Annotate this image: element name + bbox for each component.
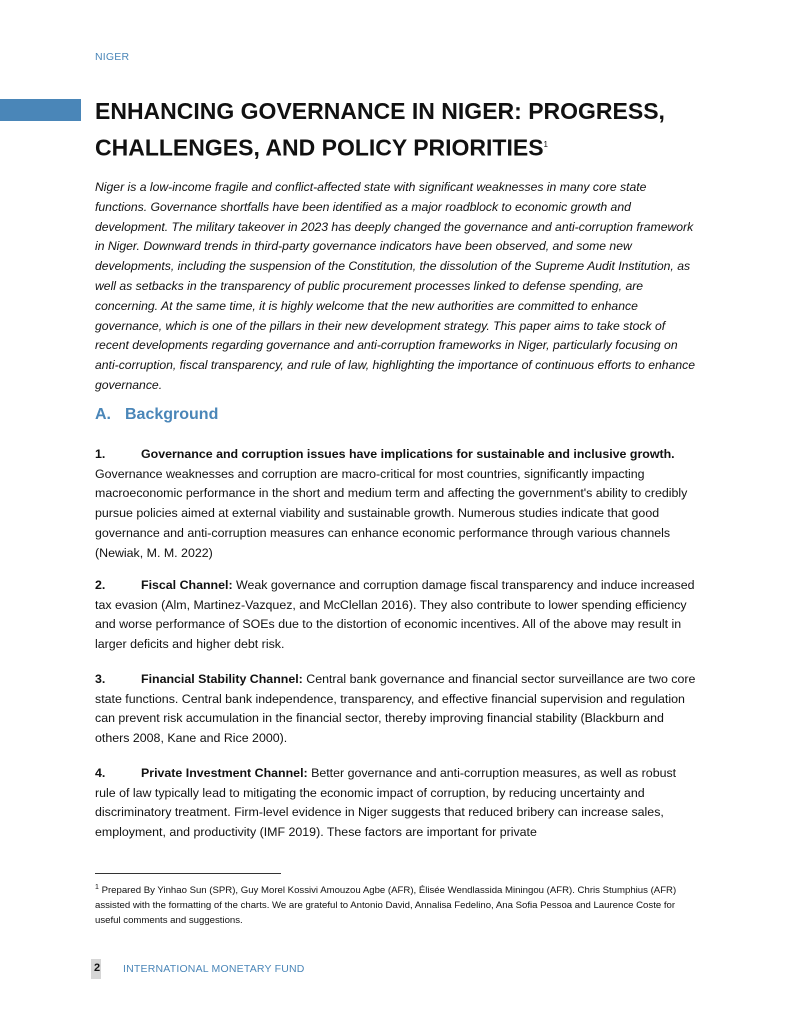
footer-organization: INTERNATIONAL MONETARY FUND [123,963,305,975]
paragraph-number: 1. [95,447,106,461]
paragraph-body: Better governance and anti-corruption measures, as well as robust rule of law typically lead to mitigating the economic impact of corruption, by reducing uncertainty and discriminatory treatment. Firm-level evidence in Niger suggests that reduced bribery can increase sales, employment, and productivity (IMF 2019). These factors are important for private [95,766,677,840]
footnote-marker: 1 [95,884,99,891]
paragraph-lead: Financial Stability Channel: [141,672,303,686]
paragraph-2 [95,576,700,655]
paragraph-number: 3. [95,672,106,686]
paragraph-1 [95,445,700,563]
running-header-country: NIGER [95,51,130,63]
paragraph-number: 4. [95,766,106,780]
paragraph-body: Governance weaknesses and corruption are macro-critical for most countries, significantly impacting macroeconomic performance in the short and medium term and affecting the government's ability to credibly pursue policies aimed at external viability and sustainable growth. Numerous studies indicate that good governance and anti-corruption measures can enhance economic performance through various channels (Newiak, M. M. 2022) [95,466,688,560]
paragraph-body: Weak governance and corruption damage fiscal transparency and induce increased tax evasion (Alm, Martinez-Vazquez, and McClellan 2016). They also contribute to lower spending efficiency and worse performance of SOEs due to the distortion of economic incentives. All of the above may result in larger deficits and higher debt risk. [95,578,695,652]
page-title [95,94,735,165]
paragraph-4 [95,764,700,843]
paragraph-3 [95,670,700,749]
title-accent-bar [0,99,81,121]
section-title: Background [125,406,219,423]
page-title-text: ENHANCING GOVERNANCE IN NIGER: PROGRESS, CHALLENGES, AND POLICY PRIORITIES [95,98,665,161]
paragraph-lead: Fiscal Channel: [141,578,233,592]
footnote [95,880,700,928]
paragraph-lead: Private Investment Channel: [141,766,308,780]
paragraph-lead: Governance and corruption issues have implications for sustainable and inclusive growth. [141,447,675,461]
section-letter: A. [95,406,111,423]
abstract: Niger is a low-income fragile and conflict-affected state with significant weaknesses in many core state functions. Governance shortfalls have been identified as a major roadblock to economic growth and development. The military takeover in 2023 has deeply changed the governance and anti-corruption framework in Niger. Downward trends in third-party governance indicators have been observed, and some new developments, including the suspension of the Constitution, the dissolution of the Supreme Audit Institution, as well as setbacks in the transparency of public procurement processes linked to defense spending, are concerning. At the same time, it is highly welcome that the new authorities are committed to enhance governance, which is one of the pillars in their new development strategy. This paper aims to take stock of recent developments regarding governance and anti-corruption frameworks in Niger, particularly focusing on anti-corruption, fiscal transparency, and rule of law, highlighting the importance of continuous efforts to enhance governance. [95,180,696,392]
paragraph-number: 2. [95,578,106,592]
page-number: 2 [94,962,101,974]
footnote-divider [95,873,281,874]
section-heading [95,406,218,424]
title-footnote-marker: 1 [543,140,548,149]
footnote-text: Prepared By Yinhao Sun (SPR), Guy Morel Kossivi Amouzou Agbe (AFR), Élisée Wendlassida Miningou (AFR). Chris Stumphius (AFR) assisted with the formatting of the charts. We are grateful to Antonio David, Annalisa Fedelino, Ana Sofia Pessoa and Laurence Coste for useful comments and suggestions. [95,885,677,927]
paragraph-body: Central bank governance and financial sector surveillance are two core state functions. Central bank independence, transparency, and effective financial supervision and regulation can prevent risk accumulation in the financial sector, thereby improving financial stability (Blackburn and others 2008, Kane and Rice 2000). [95,672,696,746]
